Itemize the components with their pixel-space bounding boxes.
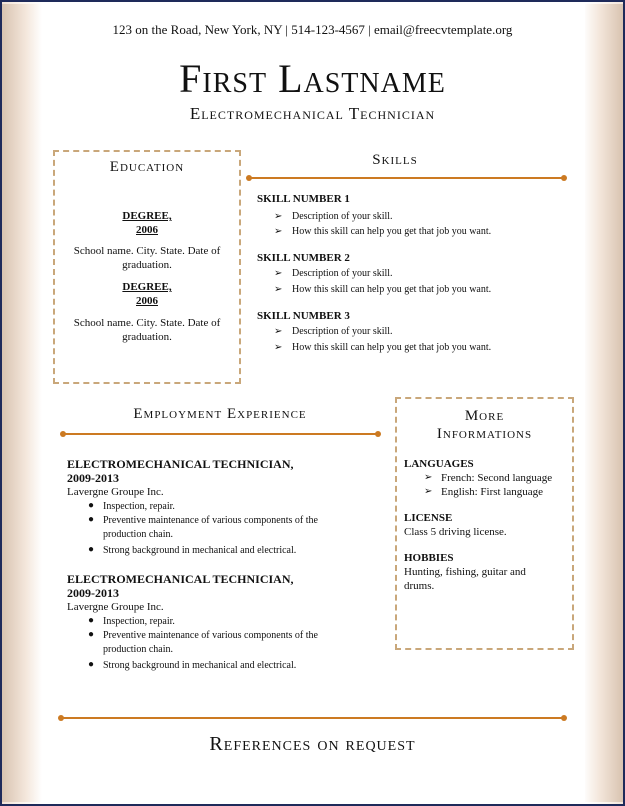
job-bullet: Inspection, repair. [103,616,175,627]
skill-help: How this skill can help you get that job you want. [292,226,492,237]
education-year: 2006 [136,224,158,236]
job-years: 2009-2013 [67,586,119,600]
skills-rule [250,177,564,179]
references-line: References on request [209,733,416,755]
employment-title: Employment Experience [133,406,307,422]
arrow-bullet-icon: ➢ [424,486,433,497]
job-bullet: Strong background in mechanical and electrical. [103,545,297,556]
rule-endpoint [561,715,567,721]
job-years: 2009-2013 [67,471,119,485]
job-title: ELECTROMECHANICAL TECHNICIAN, [67,457,294,471]
job-company: Lavergne Groupe Inc. [67,601,164,613]
job-bullet: Strong background in mechanical and electrical. [103,660,297,671]
rule-endpoint [246,175,252,181]
skills-title: Skills [372,152,418,168]
skill-description: Description of your skill. [292,268,393,279]
rule-endpoint [58,715,64,721]
skill-heading: SKILL NUMBER 2 [257,252,350,264]
job-bullet: Preventive maintenance of various components of the production chain. [103,630,318,655]
arrow-bullet-icon: ➢ [274,226,283,237]
more-info-title: More [464,408,505,424]
hobbies-label: HOBBIES [404,552,454,564]
footer-rule [62,717,564,719]
languages-label: LANGUAGES [404,458,474,470]
arrow-bullet-icon: ➢ [274,268,283,279]
rule-endpoint [561,175,567,181]
skill-help: How this skill can help you get that job you want. [292,342,492,353]
job-company: Lavergne Groupe Inc. [67,486,164,498]
arrow-bullet-icon: ➢ [274,284,283,295]
bullet-dot-icon: ● [88,544,95,555]
contact-line: 123 on the Road, New York, NY | 514-123-4567 | email@freecvtemplate.org [112,22,513,37]
education-degree: DEGREE, [122,210,172,222]
arrow-bullet-icon: ➢ [274,211,283,222]
bullet-dot-icon: ● [88,615,95,626]
language-item: French: Second language [441,472,553,484]
rule-endpoint [375,431,381,437]
arrow-bullet-icon: ➢ [424,472,433,483]
education-degree: DEGREE, [122,281,172,293]
license-value: Class 5 driving license. [404,526,507,538]
job-role: Electromechanical Technician [189,104,436,123]
skill-help: How this skill can help you get that job you want. [292,284,492,295]
skill-description: Description of your skill. [292,211,393,222]
language-item: English: First language [441,486,544,498]
job-bullet: Inspection, repair. [103,501,175,512]
license-label: LICENSE [404,512,453,524]
education-school: School name. City. State. Date of graduation. [73,245,221,271]
skill-heading: SKILL NUMBER 3 [257,310,350,322]
hobbies-value: Hunting, fishing, guitar and drums. [404,566,526,592]
candidate-name: First Lastname [179,56,446,101]
job-bullet: Preventive maintenance of various components of the production chain. [103,515,318,540]
employment-rule [64,433,378,435]
bullet-dot-icon: ● [88,500,95,511]
arrow-bullet-icon: ➢ [274,326,283,337]
bullet-dot-icon: ● [88,659,95,670]
skill-description: Description of your skill. [292,326,393,337]
bullet-dot-icon: ● [88,629,95,640]
skill-heading: SKILL NUMBER 1 [257,193,350,205]
job-title: ELECTROMECHANICAL TECHNICIAN, [67,572,294,586]
education-year: 2006 [136,295,158,307]
bullet-dot-icon: ● [88,514,95,525]
education-title: Education [109,159,185,175]
education-school: School name. City. State. Date of graduation. [73,317,221,343]
arrow-bullet-icon: ➢ [274,342,283,353]
rule-endpoint [60,431,66,437]
more-info-title: Informations [436,426,533,442]
